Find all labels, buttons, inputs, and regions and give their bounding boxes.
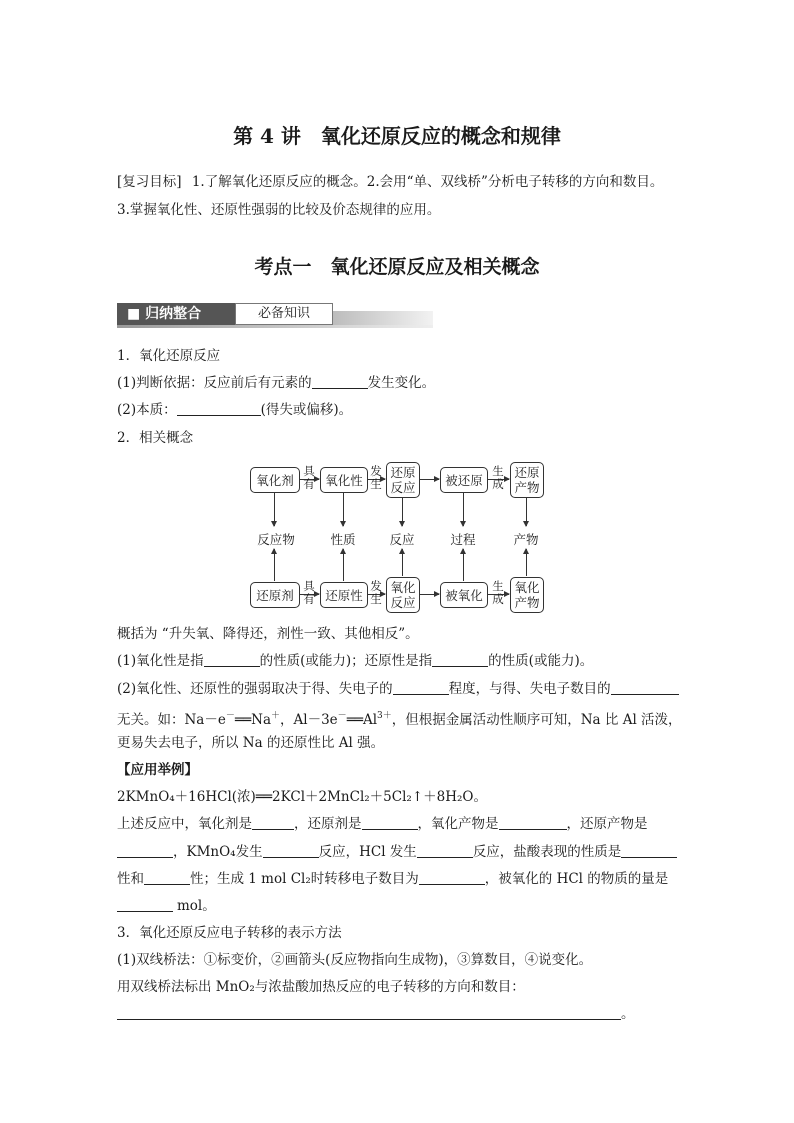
blank <box>419 870 485 885</box>
q3-text-b: 性；生成 1 mol Cl₂时转移电子数目为 <box>190 871 419 887</box>
s1-l1-text-a: (1)判断依据：反应前后有元素的 <box>117 375 312 391</box>
example-equation: 2KMnO₄＋16HCl(浓)══2KCl＋2MnCl₂＋5Cl₂↑＋8H₂O。 <box>117 789 487 805</box>
blank <box>117 897 173 912</box>
blank <box>362 815 418 830</box>
box-reduction-reaction: 还原反应 <box>386 462 420 498</box>
mid-label-property: 性质 <box>330 532 356 547</box>
sup-minus: － <box>337 711 347 721</box>
arrow-top-3 <box>419 479 439 480</box>
p1-text-b: 的性质(或能力)；还原性是指 <box>259 653 433 669</box>
label-shengcheng-bottom: 生成 <box>492 579 504 606</box>
blank <box>621 843 677 858</box>
s1-line2 <box>117 400 352 420</box>
example-q2 <box>117 842 677 862</box>
summary-line: 概括为 “升失氧、降得还，剂性一致、其他相反”。 <box>117 626 419 642</box>
label-juyou-top: 具有 <box>303 464 315 491</box>
s3-line1: (1)双线桥法：①标变价，②画箭头(反应物指向生成物)，③算数目，④说变化。 <box>117 952 593 968</box>
s1-l2-text-a: (2)本质： <box>117 402 177 418</box>
q4-text: mol。 <box>177 898 216 914</box>
example-q1 <box>117 814 648 834</box>
s2-heading: 2．相关概念 <box>117 430 194 446</box>
point-2 <box>117 679 679 699</box>
q1-text-c: ，氧化产物是 <box>417 816 499 832</box>
blank <box>252 815 294 830</box>
bar-fade <box>331 311 433 325</box>
label-fasheng-bottom: 发生 <box>370 579 382 606</box>
blank <box>393 680 449 695</box>
varrow-4-down <box>463 492 464 526</box>
bar-underline <box>117 325 433 328</box>
mid-label-process: 过程 <box>450 532 476 547</box>
s3-line2: 用双线桥法标出 MnO₂与浓盐酸加热反应的电子转移的方向和数目： <box>117 979 525 995</box>
varrow-5-down <box>526 497 527 526</box>
s3-answer-line <box>117 1004 635 1024</box>
page-title: 第 4 讲 氧化还原反应的概念和规律 <box>233 124 561 148</box>
box-oxidation-reaction: 氧化反应 <box>386 577 420 613</box>
q3-text-a: 性和 <box>117 871 144 887</box>
varrow-1-up <box>274 549 275 581</box>
box-reductant: 还原剂 <box>250 582 300 608</box>
blank <box>417 843 473 858</box>
box-oxidizing-property: 氧化性 <box>320 467 368 493</box>
mid-label-product: 产物 <box>513 532 539 547</box>
blank <box>611 680 679 695</box>
p3-text-e: ，但根据金属活动性顺序可知，Na 比 Al 活泼， <box>391 712 682 728</box>
s1-l2-text-b: (得失或偏移)。 <box>260 402 353 418</box>
s3-end-mark: 。 <box>621 1006 635 1022</box>
point-2-example <box>117 706 682 730</box>
q1-text-a: 上述反应中，氧化剂是 <box>117 816 252 832</box>
mid-label-reaction: 反应 <box>389 532 415 547</box>
p1-text-a: (1)氧化性是指 <box>117 653 204 669</box>
sup-plus: ＋ <box>271 711 281 721</box>
point-1 <box>117 651 593 671</box>
p3-text-b: ══Na <box>234 712 271 728</box>
varrow-5-up <box>526 549 527 576</box>
box-oxidation-product: 氧化产物 <box>510 577 544 613</box>
sup-3plus: 3＋ <box>377 711 392 721</box>
s3-heading: 3．氧化还原反应电子转移的表示方法 <box>117 925 342 941</box>
bar-summary-label: ■ 归纳整合 <box>117 303 235 325</box>
box-oxidized: 被氧化 <box>440 582 488 608</box>
varrow-3-down <box>402 497 403 526</box>
varrow-4-up <box>463 549 464 581</box>
sup-minus: － <box>225 711 235 721</box>
bar-knowledge-label: 必备知识 <box>235 303 333 325</box>
box-reducing-property: 还原性 <box>320 582 368 608</box>
p3-text-c: ，Al－3e <box>280 712 338 728</box>
blank <box>499 815 567 830</box>
blank <box>312 374 368 389</box>
example-q4 <box>117 896 216 916</box>
s1-l1-text-b: 发生变化。 <box>367 375 436 391</box>
blank <box>432 652 488 667</box>
q2-text-c: 反应，盐酸表现的性质是 <box>472 844 622 860</box>
label-juyou-bottom: 具有 <box>303 579 315 606</box>
p1-text-c: 的性质(或能力)。 <box>488 653 594 669</box>
varrow-2-down <box>343 492 344 526</box>
mid-label-reactant: 反应物 <box>257 532 295 547</box>
varrow-3-up <box>402 549 403 576</box>
q2-text-a: ，KMnO₄发生 <box>173 844 263 860</box>
q1-text-d: ，还原产物是 <box>566 816 648 832</box>
p3-text-d: ══Al <box>346 712 378 728</box>
varrow-2-up <box>343 549 344 581</box>
q2-text-b: 反应，HCl 发生 <box>318 844 417 860</box>
review-goal-tag: [复习目标] <box>117 174 182 190</box>
review-goal-line1 <box>117 172 663 192</box>
review-goal-text: 1.了解氧化还原反应的概念。2.会用“单、双线桥”分析电子转移的方向和数目。 <box>191 174 664 190</box>
box-reduction-product: 还原产物 <box>510 462 544 498</box>
p2-text-a: (2)氧化性、还原性的强弱取决于得、失电子的 <box>117 681 393 697</box>
example-q3 <box>117 869 668 889</box>
point-2-conclusion: 更易失去电子，所以 Na 的还原性比 Al 强。 <box>117 735 385 751</box>
blank <box>204 652 260 667</box>
p2-text-b: 程度，与得、失电子数目的 <box>448 681 611 697</box>
s1-line1 <box>117 373 435 393</box>
q3-text-c: ，被氧化的 HCl 的物质的量是 <box>484 871 669 887</box>
review-goal-line2: 3.掌握氧化性、还原性强弱的比较及价态规律的应用。 <box>117 202 441 218</box>
box-oxidant: 氧化剂 <box>250 467 300 493</box>
q1-text-b: ，还原剂是 <box>294 816 362 832</box>
box-reduced: 被还原 <box>440 467 488 493</box>
s1-heading: 1．氧化还原反应 <box>117 348 221 364</box>
example-tag: 【应用举例】 <box>117 762 198 778</box>
label-fasheng-top: 发生 <box>370 464 382 491</box>
p3-text-a: 无关。如：Na－e <box>117 712 226 728</box>
blank <box>144 870 190 885</box>
label-shengcheng-top: 生成 <box>492 464 504 491</box>
section-bar <box>117 303 433 327</box>
answer-blank <box>117 1005 621 1020</box>
arrow-bottom-3 <box>419 594 439 595</box>
blank <box>177 401 261 416</box>
varrow-1-down <box>274 492 275 526</box>
section-title: 考点一 氧化还原反应及相关概念 <box>254 256 540 278</box>
blank <box>117 843 173 858</box>
blank <box>263 843 319 858</box>
